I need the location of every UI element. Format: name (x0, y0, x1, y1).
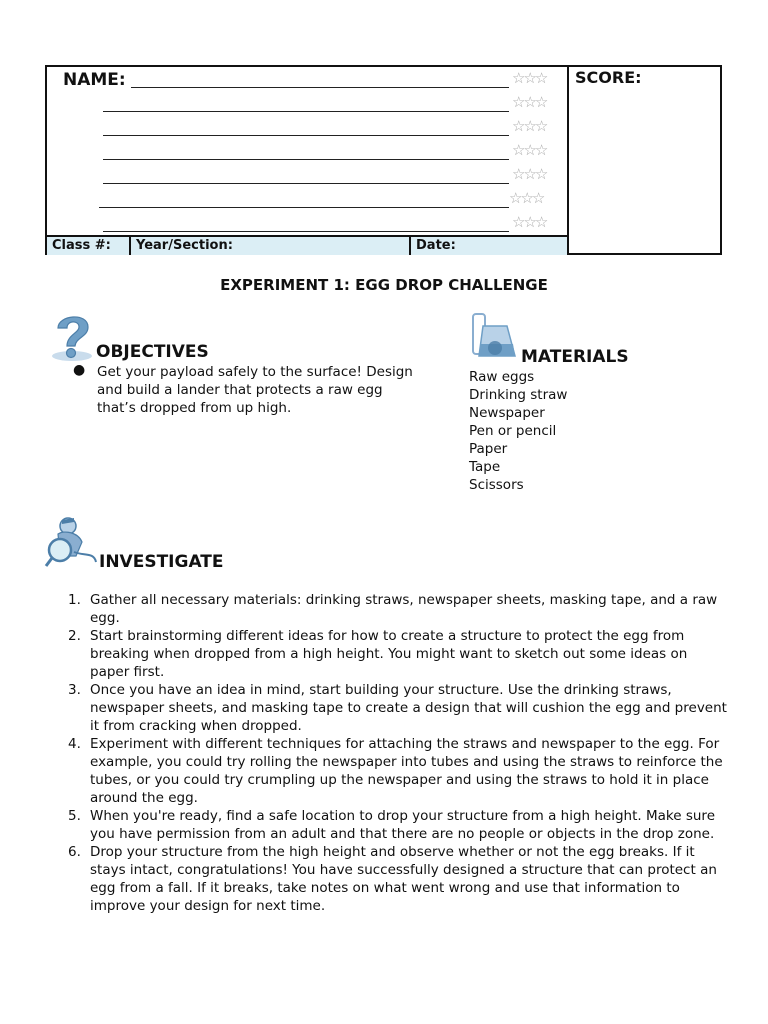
name-label: NAME: (63, 70, 126, 90)
step-item (68, 843, 728, 915)
step-text: Start brainstorming different ideas for how to create a structure to protect the egg from breaking when dropped from a high height. You might want to sketch out some ideas on paper first. (90, 628, 688, 680)
score-label: SCORE: (575, 68, 642, 87)
step-text: Once you have an idea in mind, start building your structure. Use the drinking straws, newspaper sheets, and masking tape to create a design that will cushion the egg and prevent it from cracking when dropped. (90, 682, 727, 734)
step-item (68, 681, 728, 735)
material-item: Pen or pencil (469, 423, 557, 439)
step-item (68, 807, 728, 843)
name-line-2[interactable] (103, 111, 509, 112)
material-item: Raw eggs (469, 369, 535, 385)
objectives-list (97, 363, 417, 417)
star-rating-4[interactable]: ☆☆☆ (512, 141, 547, 159)
class-number-field[interactable]: Class #: (47, 237, 131, 255)
name-line-1[interactable] (131, 87, 509, 88)
step-number: 1. (68, 592, 81, 608)
step-item (68, 735, 728, 807)
year-section-field[interactable]: Year/Section: (131, 237, 411, 255)
step-number: 3. (68, 682, 81, 698)
lab-beaker-icon (469, 312, 521, 362)
bullet-icon: ● (73, 362, 86, 378)
step-text: When you're ready, find a safe location to drop your structure from a high height. Make sure you have permission from an adult and that there are no people or objects in the drop zone. (90, 808, 715, 842)
step-text: Experiment with different techniques for attaching the straws and newspaper to the egg. For example, you could try rolling the newspaper into tubes and using the straws to reinforce the tubes, or you could try crumpling up the newspaper and using the straws to hold it in place around the egg. (90, 736, 723, 806)
name-line-5[interactable] (103, 183, 509, 184)
objective-item: Get your payload safely to the surface! Design and build a lander that protects a raw egg that’s dropped from up high. (97, 364, 413, 416)
name-line-4[interactable] (103, 159, 509, 160)
name-line-6[interactable] (99, 207, 509, 208)
step-item (68, 627, 728, 681)
scientist-magnifier-icon (44, 512, 100, 568)
step-text: Gather all necessary materials: drinking straws, newspaper sheets, masking tape, and a raw egg. (90, 592, 718, 626)
name-line-3[interactable] (103, 135, 509, 136)
question-mark-icon (48, 310, 98, 362)
material-item: Scissors (469, 477, 524, 493)
page-title: EXPERIMENT 1: EGG DROP CHALLENGE (220, 276, 548, 294)
material-item: Newspaper (469, 405, 545, 421)
step-text: Drop your structure from the high height and observe whether or not the egg breaks. If it stays intact, congratulations! You have successfully designed a structure that can protect an egg from a fall. If it breaks, take notes on what went wrong and use that information to improve your design for next time. (90, 844, 717, 914)
star-rating-6[interactable]: ☆☆☆ (509, 189, 544, 207)
date-field[interactable]: Date: (416, 238, 456, 253)
star-rating-2[interactable]: ☆☆☆ (512, 93, 547, 111)
step-number: 6. (68, 844, 81, 860)
star-rating-7[interactable]: ☆☆☆ (512, 213, 547, 231)
student-info-box (45, 65, 722, 255)
step-item (68, 591, 728, 627)
materials-list (469, 368, 567, 494)
star-rating-1[interactable]: ☆☆☆ (512, 69, 547, 87)
class-info-row (47, 235, 567, 255)
step-number: 4. (68, 736, 81, 752)
material-item: Paper (469, 441, 508, 457)
star-rating-3[interactable]: ☆☆☆ (512, 117, 547, 135)
objectives-heading: OBJECTIVES (96, 342, 209, 362)
investigate-steps (68, 591, 728, 915)
step-number: 2. (68, 628, 81, 644)
score-box[interactable] (567, 67, 724, 253)
investigate-heading: INVESTIGATE (99, 552, 224, 572)
materials-heading: MATERIALS (521, 347, 629, 367)
step-number: 5. (68, 808, 81, 824)
material-item: Drinking straw (469, 387, 568, 403)
name-line-7[interactable] (103, 231, 509, 232)
material-item: Tape (469, 459, 501, 475)
star-rating-5[interactable]: ☆☆☆ (512, 165, 547, 183)
